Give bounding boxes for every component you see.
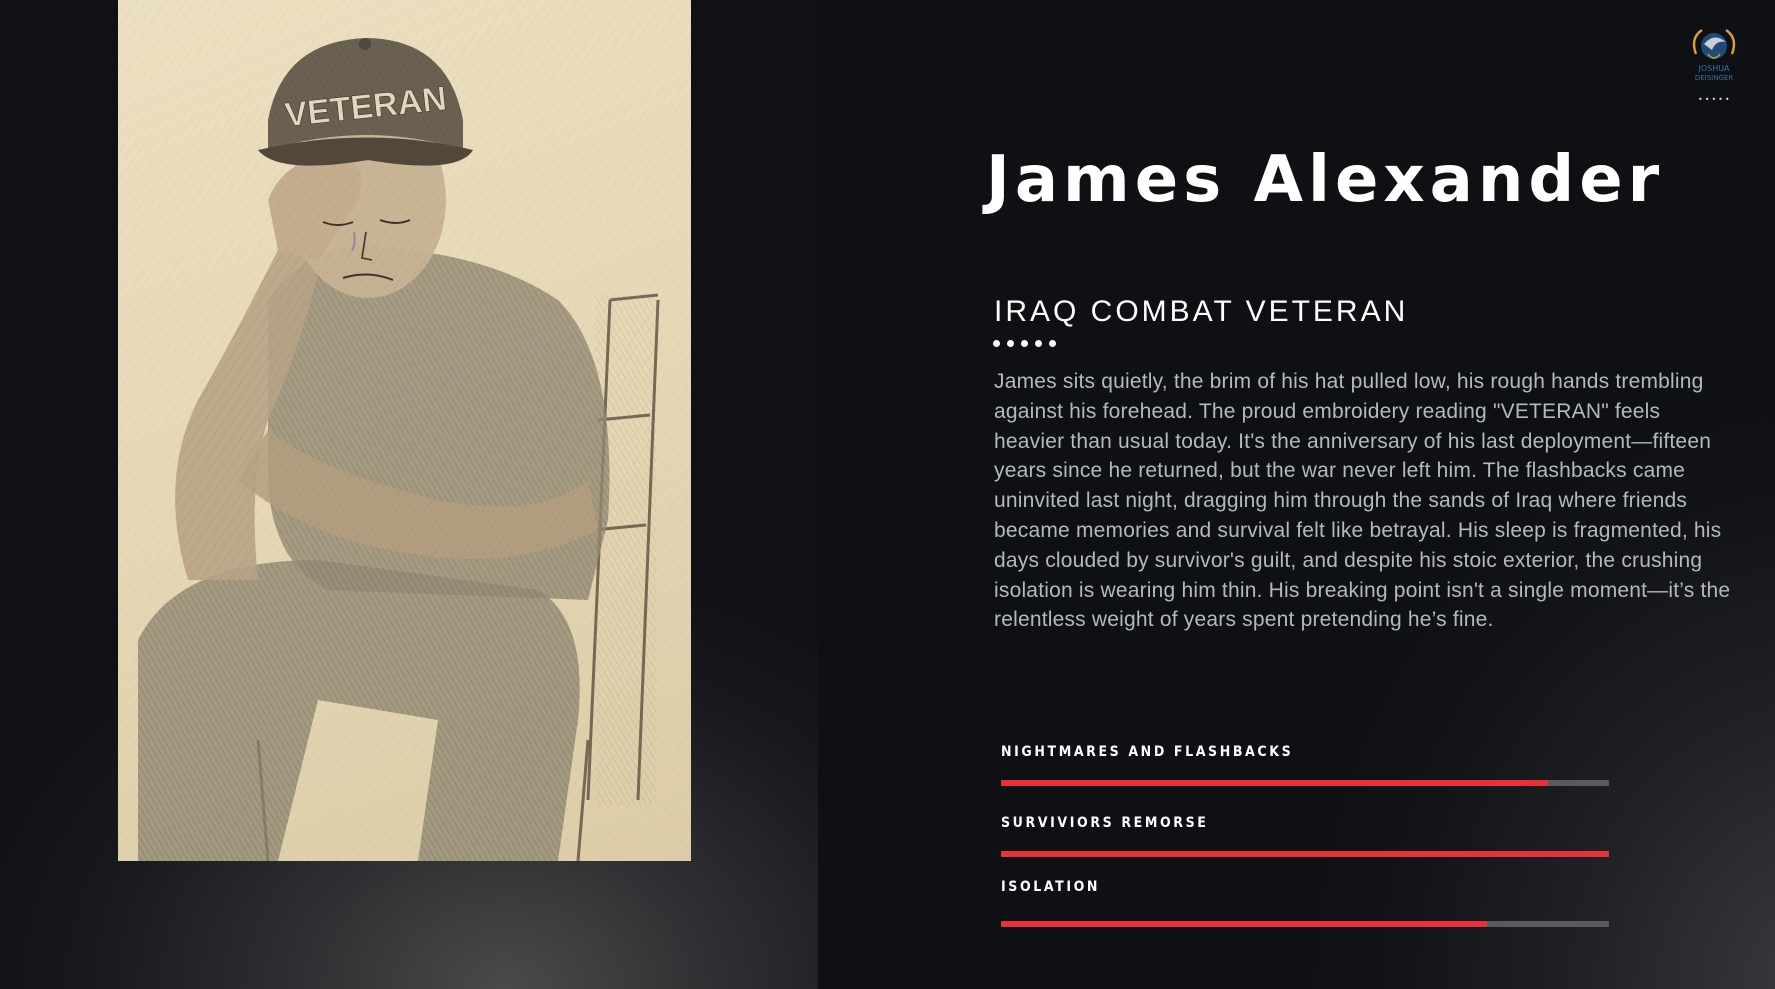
meter-track — [1001, 921, 1609, 927]
meter-label: ISOLATION — [1001, 879, 1101, 895]
brand-logo — [1686, 24, 1742, 104]
dot — [1035, 340, 1042, 347]
dot — [993, 340, 1000, 347]
logo-text-line1: JOSHUA — [1698, 64, 1730, 73]
eagle-globe-icon — [1686, 24, 1742, 94]
profile-story: James sits quietly, the brim of his hat pulled low, his rough hands trembling against his forehead. The proud embroidery reading "VETERAN" feels heavier than usual today. It's the anniversary of his last deployment—fifteen years since he returned, but the war never left him. The flashbacks came uninvited last night, dragging him through the sands of Iraq where friends became memories and survival felt like betrayal. His sleep is fragmented, his days clouded by survivor's guilt, and despite his stoic exterior, the crushing isolation is wearing him thin. His breaking point isn't a single moment—it’s the relentless weight of years spent pretending he’s fine. — [994, 370, 1731, 632]
meter-track — [1001, 780, 1609, 786]
meter-nightmares — [1001, 743, 1609, 761]
dot — [1007, 340, 1014, 347]
profile-subtitle: IRAQ COMBAT VETERAN — [994, 295, 1409, 328]
meter-label: NIGHTMARES AND FLASHBACKS — [1001, 744, 1294, 760]
subtitle-dots — [993, 340, 1056, 347]
meter-fill — [1001, 780, 1548, 786]
meter-fill — [1001, 921, 1487, 927]
logo-text-line2: DEISINGER — [1694, 74, 1734, 82]
meter-survivors-remorse — [1001, 814, 1609, 832]
meter-track — [1001, 851, 1609, 857]
meter-label: SURVIVIORS REMORSE — [1001, 815, 1209, 831]
sketch-veteran-portrait — [118, 0, 691, 861]
logo-dots: ••••• — [1698, 95, 1732, 104]
meter-isolation — [1001, 878, 1609, 896]
dot — [1049, 340, 1056, 347]
cap-text: VETERAN — [282, 79, 449, 135]
profile-name: James Alexander — [986, 143, 1665, 217]
veteran-sketch-illustration — [118, 0, 691, 861]
dot — [1021, 340, 1028, 347]
meter-fill — [1001, 851, 1609, 857]
